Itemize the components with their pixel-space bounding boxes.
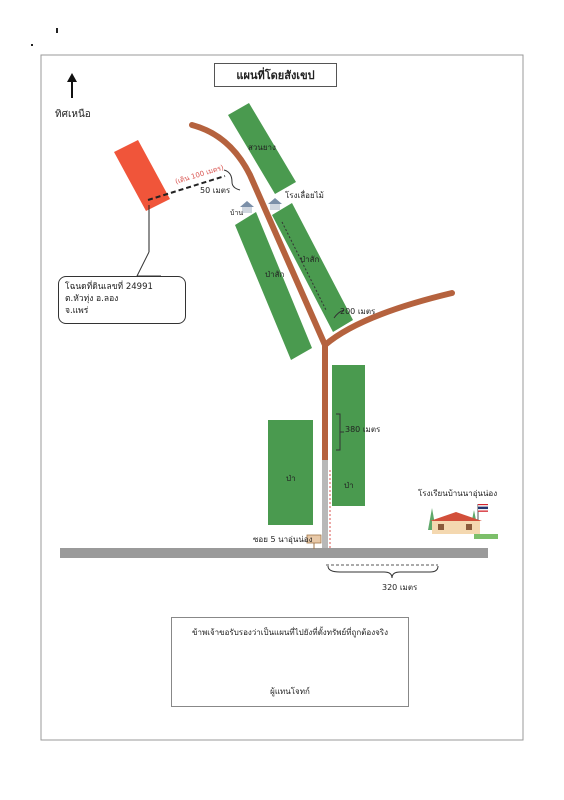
soi-gravel-road [322,460,328,548]
teak-forest-left-label: ป่าสัก [265,270,285,279]
sawmill-icon [268,198,282,210]
soi-label: ซอย 5 นาอุ่นน่อง [253,535,313,544]
forest-right-label: ป่า [344,481,354,490]
deed-subdistrict: ต.หัวทุ่ง อ.ลอง [65,294,119,304]
forest-left-label: ป่า [286,474,296,483]
signer-label: ผู้แทนโจทก์ [270,687,310,696]
distance-50-label: 50 เมตร [200,186,231,195]
rubber-plantation-label: สวนยาง [248,143,276,152]
walk-path-label: (เดิน 100 เมตร) [174,163,225,186]
land-plot [114,140,170,211]
map-title [214,63,337,87]
main-road [60,548,488,558]
deed-callout [58,276,186,324]
north-arrow-icon [67,73,77,98]
certification-box [171,617,409,707]
deed-number: โฉนดที่ดินเลขที่ 24991 [65,282,153,292]
teak-forest-right-label: ป่าสัก [300,255,320,264]
distance-380-label: 380 เมตร [345,425,381,434]
corner-mark [31,44,33,46]
distance-200-label: 200 เมตร [340,307,376,316]
forest-left-block [268,420,313,525]
callout-pointer [137,252,161,276]
distance-320-label: 320 เมตร [382,583,418,592]
deed-province: จ.แพร่ [65,306,89,316]
school-label: โรงเรียนบ้านนาอุ่นน่อง [418,489,498,498]
corner-mark [56,28,58,33]
access-road [192,125,325,460]
sawmill-label: โรงเลื่อยไม้ [285,191,324,200]
house-label: บ้าน [230,209,244,217]
bracket-320 [328,566,438,578]
certification-text: ข้าพเจ้าขอรับรองว่าเป็นแผนที่ไปยังที่ตั้งทรัพย์ที่ถูกต้องจริง [191,628,388,637]
map-title-text: แผนที่โดยสังเขป [236,69,315,82]
thai-flag-icon [478,504,488,512]
north-label: ทิศเหนือ [55,109,91,120]
